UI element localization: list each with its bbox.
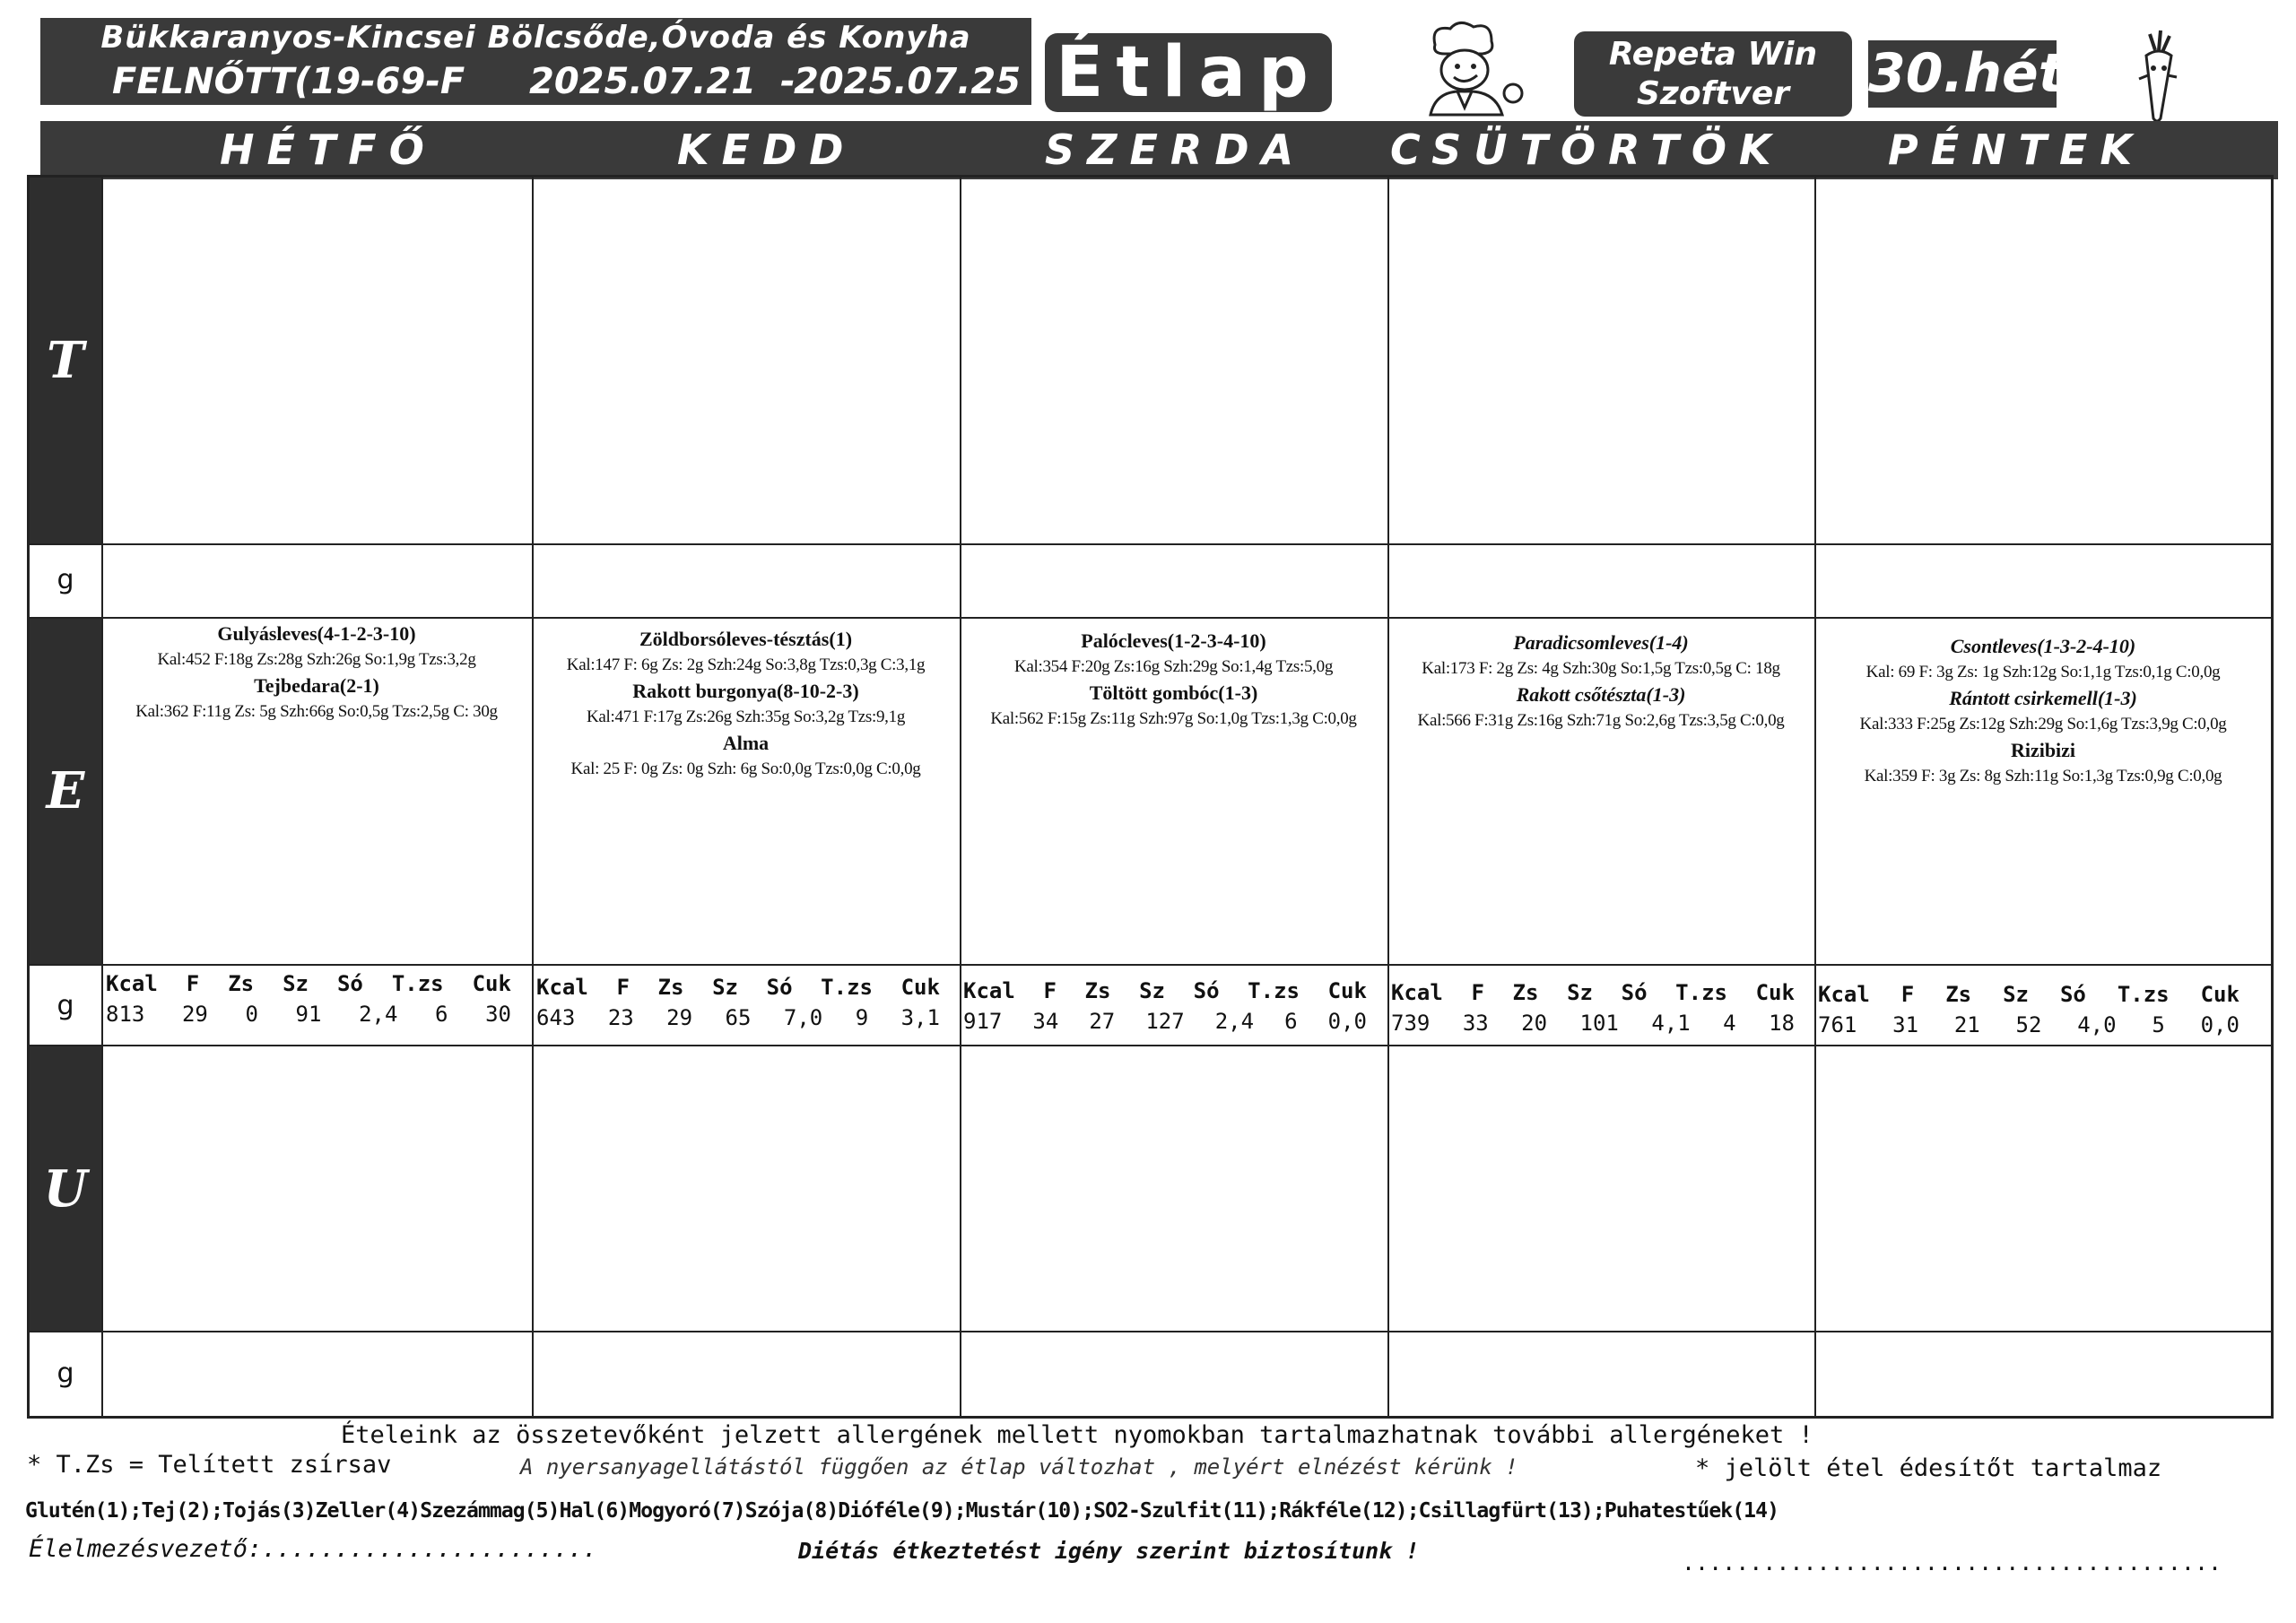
- row-divider: [30, 964, 2272, 966]
- dish-name: Rakott csőtészta(1-3): [1516, 683, 1686, 706]
- date-from: 2025.07.21: [529, 61, 757, 102]
- dish-nutrition: Kal:333 F:25g Zs:12g Szh:29g So:1,6g Tzs:3,9g C:0,0g: [1859, 715, 2227, 733]
- row-divider: [30, 1045, 2272, 1046]
- column-divider: [532, 178, 534, 1416]
- menu-cell-wednesday: [961, 628, 1386, 732]
- dish-nutrition: Kal:452 F:18g Zs:28g Szh:26g So:1,9g Tzs:3,2g: [157, 650, 476, 669]
- row-label-e: E: [30, 619, 101, 964]
- menu-cell-friday: [1816, 633, 2270, 789]
- row-divider: [30, 1331, 2272, 1332]
- dish-nutrition: Kal:173 F: 2g Zs: 4g Szh:30g So:1,5g Tzs:0,5g C: 18g: [1422, 659, 1780, 678]
- group-and-dates: [40, 58, 1031, 105]
- row-label-g3: g: [57, 1358, 74, 1389]
- totals-header: Kcal F Zs Sz Só T.zs Cuk: [963, 978, 1367, 1003]
- page-title: Étlap: [1045, 33, 1332, 112]
- day-wednesday: SZERDA: [1045, 126, 1307, 174]
- totals-header: Kcal F Zs Sz Só T.zs Cuk: [536, 975, 940, 1000]
- dish-nutrition: Kal: 25 F: 0g Zs: 0g Szh: 6g So:0,0g Tzs:0,0g C:0,0g: [570, 759, 921, 778]
- totals-values: 739 33 20 101 4,1 4 18: [1391, 1011, 1795, 1036]
- day-tuesday: KEDD: [677, 126, 857, 174]
- week-badge: 30.hét: [1868, 40, 2057, 108]
- dish-name: Palócleves(1-2-3-4-10): [1081, 629, 1266, 652]
- institution-name: Bükkaranyos-Kincsei Bölcsőde,Óvoda és Konyha: [40, 18, 1031, 58]
- menu-grid: [27, 175, 2274, 1419]
- row-label-t: T: [30, 178, 101, 543]
- dish-name: Csontleves(1-3-2-4-10): [1950, 635, 2136, 657]
- totals-values: 813 29 0 91 2,4 6 30: [106, 1002, 511, 1027]
- menu-cell-monday: [103, 621, 530, 725]
- totals-header: Kcal F Zs Sz Só T.zs Cuk: [1818, 982, 2239, 1007]
- signature-line: ........................................: [1682, 1549, 2222, 1575]
- allergen-notice: Ételeink az összetevőként jelzett allergének mellett nyomokban tartalmazhatnak további allergéneket !: [341, 1421, 1813, 1449]
- manager-signature: Élelmezésvezető:.......................: [29, 1535, 597, 1563]
- column-divider: [1814, 178, 1816, 1416]
- dish-name: Paradicsomleves(1-4): [1513, 631, 1689, 654]
- totals-thursday: [1391, 980, 1795, 1036]
- dish-name: Rántott csirkemell(1-3): [1949, 687, 2137, 709]
- totals-monday: [106, 971, 511, 1027]
- totals-wednesday: [963, 978, 1367, 1034]
- dish-name: Rizibizi: [2010, 739, 2076, 761]
- software-badge: [1574, 31, 1852, 117]
- dish-name: Tejbedara(2-1): [254, 674, 379, 697]
- software-line2: Szoftver: [1636, 75, 1790, 112]
- dish-nutrition: Kal:471 F:17g Zs:26g Szh:35g So:3,2g Tzs:9,1g: [586, 707, 906, 726]
- totals-values: 643 23 29 65 7,0 9 3,1: [536, 1005, 940, 1030]
- allergen-list: Glutén(1);Tej(2);Tojás(3)Zeller(4)Szezámmag(5)Hal(6)Mogyoró(7)Szója(8)Dióféle(9);Mustár(10);SO2-Szulfit(11);Rákféle(12);Csillagfürt(13);Puhatestűek(14): [25, 1499, 1779, 1523]
- menu-cell-thursday: [1389, 629, 1813, 733]
- menu-cell-tuesday: [534, 626, 958, 782]
- dish-nutrition: Kal:354 F:20g Zs:16g Szh:29g So:1,4g Tzs:5,0g: [1013, 657, 1334, 676]
- sweetener-note: * jelölt étel édesítőt tartalmaz: [1695, 1454, 2162, 1482]
- row-divider: [30, 617, 2272, 619]
- software-line1: Repeta Win: [1608, 36, 1818, 73]
- day-thursday: CSÜTÖRTÖK: [1390, 126, 1784, 174]
- row-label-u: U: [30, 1046, 101, 1332]
- dish-name: Rakott burgonya(8-10-2-3): [632, 680, 859, 702]
- totals-friday: [1818, 982, 2239, 1037]
- day-header-bar: [40, 121, 2278, 179]
- dish-name: Alma: [722, 732, 770, 754]
- day-friday: PÉNTEK: [1888, 126, 2145, 174]
- totals-header: Kcal F Zs Sz Só T.zs Cuk: [1391, 980, 1795, 1005]
- column-divider: [1387, 178, 1389, 1416]
- totals-values: 917 34 27 127 2,4 6 0,0: [963, 1009, 1367, 1034]
- dish-nutrition: Kal: 69 F: 3g Zs: 1g Szh:12g So:1,1g Tzs:0,1g C:0,0g: [1866, 663, 2221, 681]
- diet-note: Diétás étkeztetést igény szerint biztosítunk !: [798, 1538, 1420, 1564]
- totals-tuesday: [536, 975, 940, 1030]
- dish-nutrition: Kal:359 F: 3g Zs: 8g Szh:11g So:1,3g Tzs:0,9g C:0,0g: [1864, 767, 2222, 785]
- change-note: A nyersanyagellátástól függően az étlap változhat , melyért elnézést kérünk !: [520, 1454, 1518, 1480]
- totals-values: 761 31 21 52 4,0 5 0,0: [1818, 1012, 2239, 1037]
- carrot-icon: [2130, 25, 2184, 124]
- column-divider: [960, 178, 961, 1416]
- row-label-g2: g: [57, 990, 74, 1021]
- totals-header: Kcal F Zs Sz Só T.zs Cuk: [106, 971, 511, 996]
- date-separator: -: [780, 61, 796, 102]
- dish-nutrition: Kal:562 F:15g Zs:11g Szh:97g So:1,0g Tzs:1,3g C:0,0g: [990, 709, 1357, 728]
- dish-name: Zöldborsóleves-tésztás(1): [639, 628, 853, 650]
- day-monday: HÉTFŐ: [220, 126, 437, 174]
- dish-name: Töltött gombóc(1-3): [1089, 681, 1258, 704]
- tzs-note: * T.Zs = Telített zsírsav: [27, 1451, 392, 1479]
- group-label: FELNŐTT(19-69-F: [112, 61, 465, 102]
- column-divider: [101, 178, 103, 1416]
- dish-nutrition: Kal:566 F:31g Zs:16g Szh:71g So:2,6g Tzs:3,5g C:0,0g: [1417, 711, 1785, 730]
- row-divider: [30, 543, 2272, 545]
- chef-icon: [1395, 18, 1547, 117]
- dish-nutrition: Kal:362 F:11g Zs: 5g Szh:66g So:0,5g Tzs:2,5g C: 30g: [135, 702, 498, 721]
- dish-name: Gulyásleves(4-1-2-3-10): [217, 622, 416, 645]
- date-to: 2025.07.25: [794, 61, 1022, 102]
- dish-nutrition: Kal:147 F: 6g Zs: 2g Szh:24g So:3,8g Tzs:0,3g C:3,1g: [566, 655, 926, 674]
- row-label-g1: g: [57, 564, 74, 595]
